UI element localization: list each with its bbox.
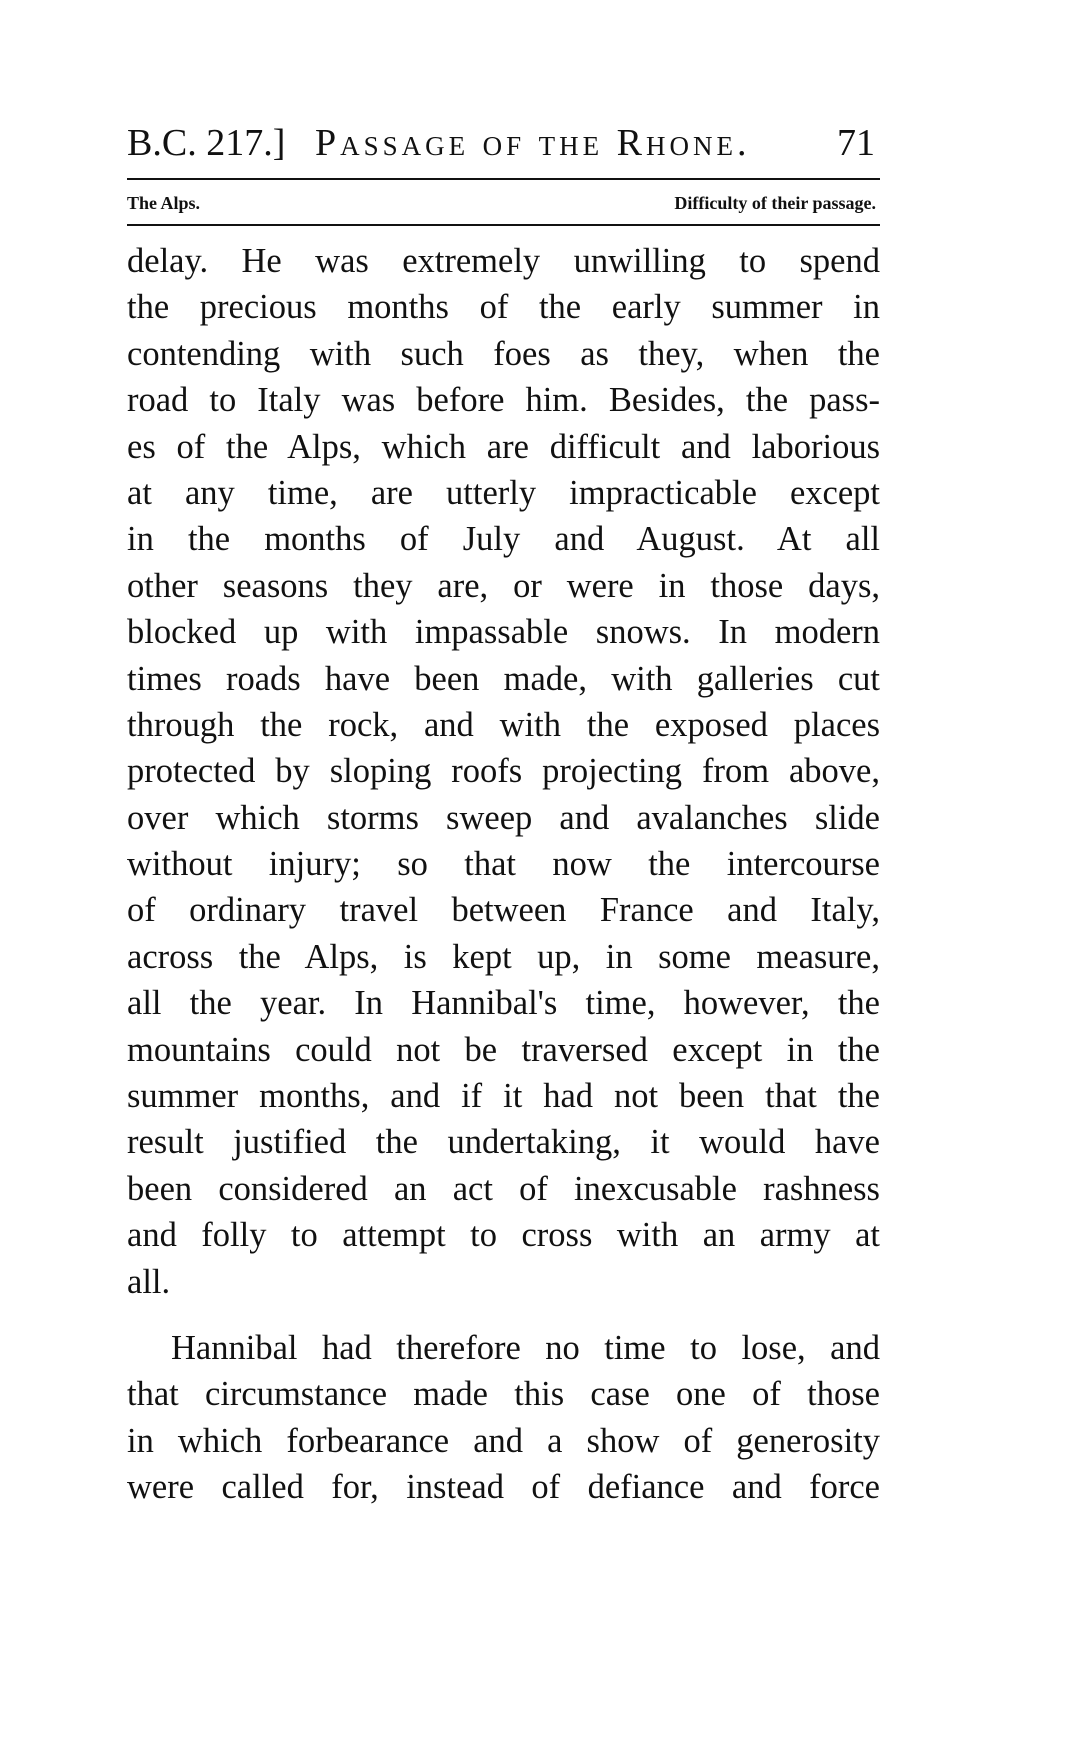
text-line: blocked up with impassable snows. In modern [127,613,880,652]
header-rule-top [127,178,880,180]
text-line: road to Italy was before him. Besides, the pass- [127,381,880,420]
text-line: other seasons they are, or were in those days, [127,566,880,605]
text-line: protected by sloping roofs projecting from above, [127,752,880,791]
subhead-left: The Alps. [127,193,201,213]
paragraph-gap [127,1305,880,1325]
running-head [127,118,880,168]
chapter-title: Passage of the Rhone. [315,122,751,164]
body-text [127,238,880,1511]
text-line: Hannibal had therefore no time to lose, and [171,1328,880,1367]
text-line: all. [127,1262,171,1301]
text-line: summer months, and if it had not been that the [127,1077,880,1116]
text-line: at any time, are utterly impracticable except [127,473,880,512]
text-line: delay. He was extremely unwilling to spend [127,242,880,280]
subhead-right: Difficulty of their passage. [674,193,876,213]
text-line: result justified the undertaking, it would have [127,1123,880,1162]
text-line: through the rock, and with the exposed places [127,705,880,744]
text-line: been considered an act of inexcusable rashness [127,1169,880,1208]
paragraph-2 [127,1325,880,1511]
text-line: across the Alps, is kept up, in some measure, [127,937,880,976]
text-line: mountains could not be traversed except in the [127,1030,880,1069]
text-line: es of the Alps, which are difficult and laborious [127,427,880,466]
text-line: and folly to attempt to cross with an army at [127,1216,880,1255]
page-number: 71 [837,122,875,164]
text-line: over which storms sweep and avalanches slide [127,798,880,837]
text-line: were called for, instead of defiance and force [127,1468,880,1507]
text-line: times roads have been made, with galleries cut [127,659,880,698]
book-page [127,0,880,1763]
text-line: without injury; so that now the intercourse [127,845,880,884]
header-rule-bottom [127,224,880,226]
text-line: all the year. In Hannibal's time, however, the [127,984,880,1023]
text-line: in the months of July and August. At all [127,520,880,559]
marginal-subheads [127,188,880,218]
text-line: in which forbearance and a show of generosity [127,1421,880,1460]
text-line: contending with such foes as they, when the [127,334,880,373]
header-date: B.C. 217.] [127,122,286,164]
paragraph-1 [127,238,880,1305]
text-line: of ordinary travel between France and Italy, [127,891,880,930]
text-line: that circumstance made this case one of those [127,1375,880,1414]
text-line: the precious months of the early summer in [127,288,880,327]
